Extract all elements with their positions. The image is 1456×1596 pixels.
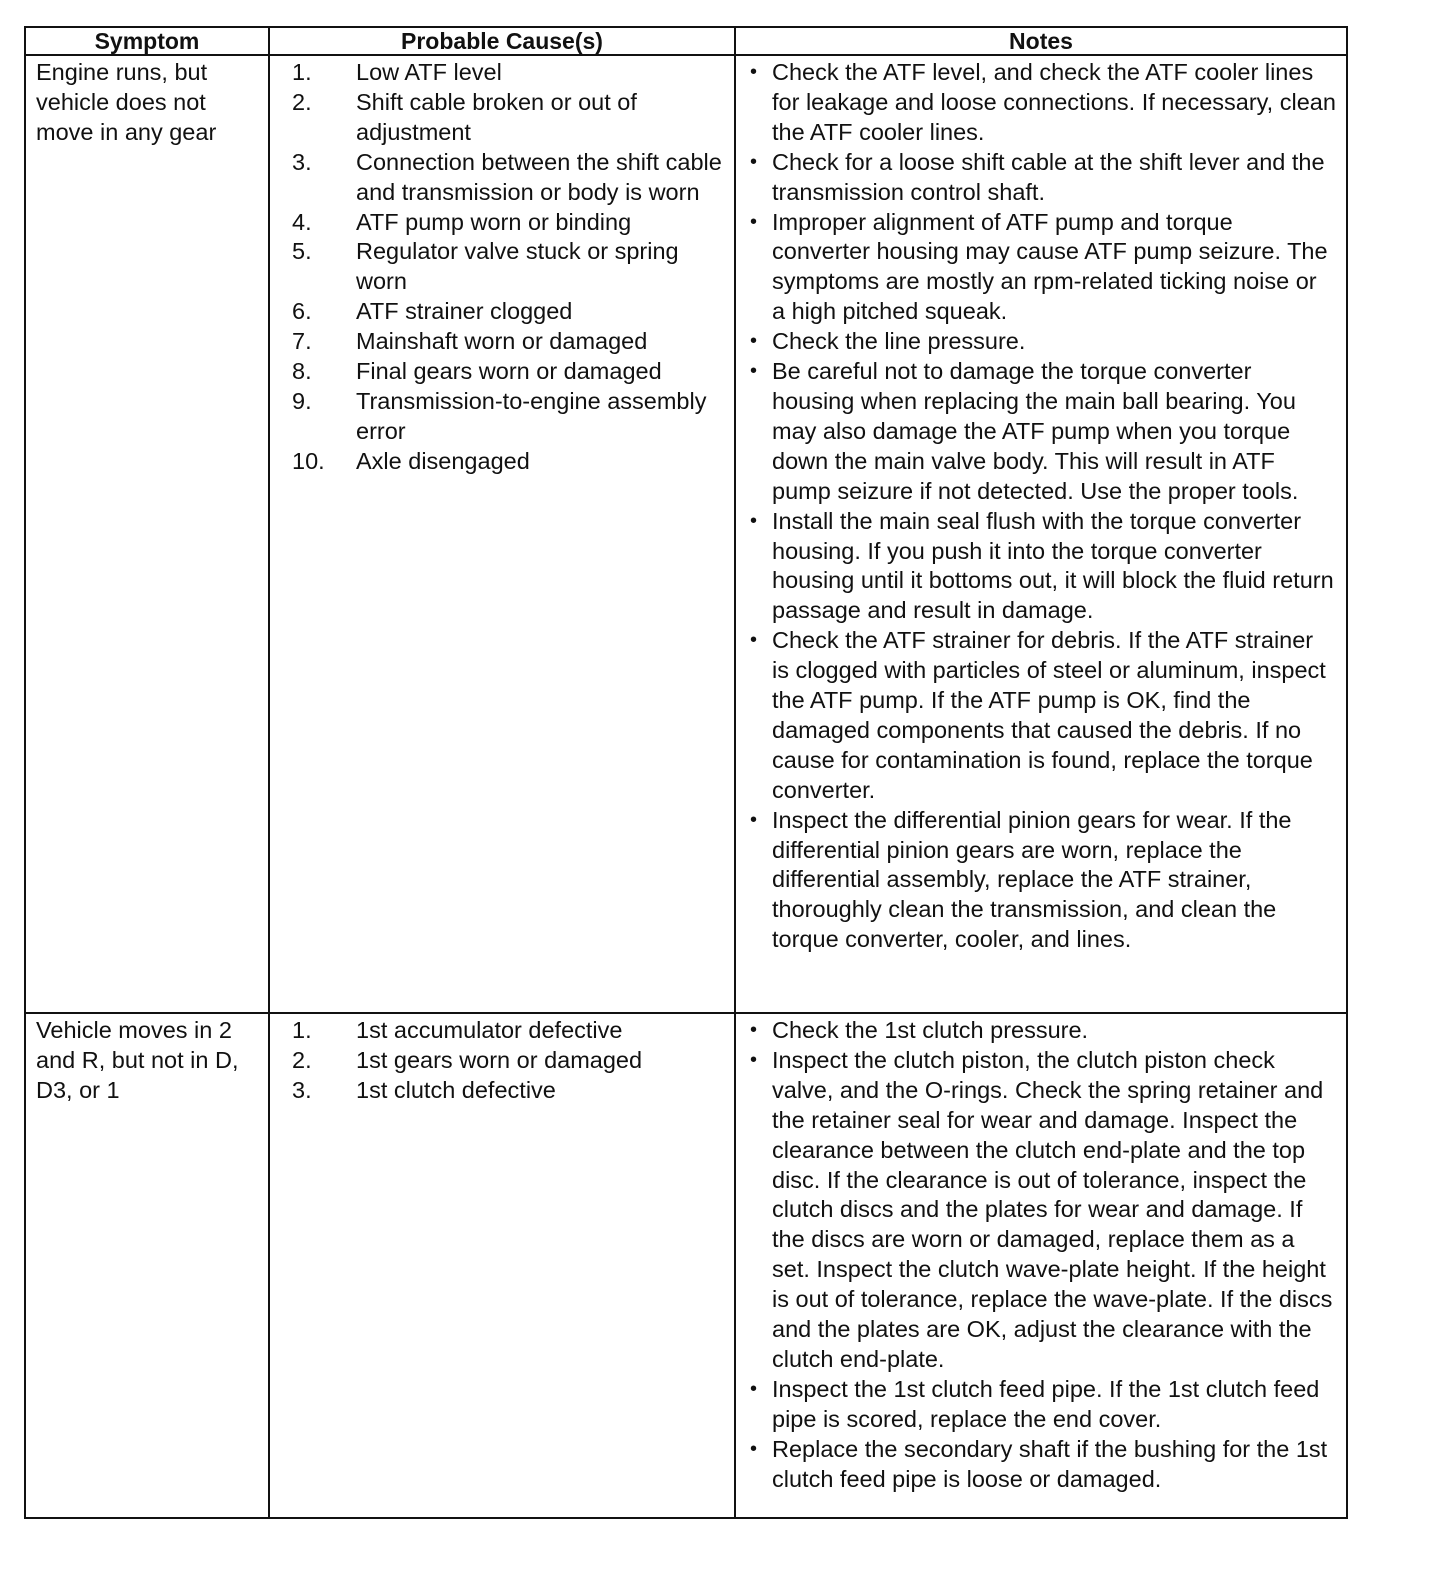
bullet-icon: • xyxy=(750,210,758,233)
bullet-icon: • xyxy=(750,330,758,353)
note-item xyxy=(736,507,1336,627)
cause-number: 2. xyxy=(292,88,312,115)
cause-text: Final gears worn or damaged xyxy=(356,358,662,385)
note-text: Check the ATF strainer for debris. If the ATF strainer is clogged with particles of steel or aluminum, inspect the ATF pump. If the ATF pump is OK, find the damaged components that caused the debris. If no cause for contamination is found, replace the torque converter. xyxy=(772,627,1326,803)
cause-number: 4. xyxy=(292,208,312,235)
note-text: Inspect the 1st clutch feed pipe. If the 1st clutch feed pipe is scored, replace the end cover. xyxy=(772,1375,1320,1432)
note-text: Inspect the differential pinion gears for wear. If the differential pinion gears are worn, replace the differential assembly, replace the ATF strainer, thoroughly clean the transmission, and clean the torque converter, cooler, and lines. xyxy=(772,806,1292,953)
note-item xyxy=(736,208,1336,328)
bullet-icon: • xyxy=(750,509,758,532)
note-text: Improper alignment of ATF pump and torque converter housing may cause ATF pump seizure. The symptoms are mostly an rpm-related ticking noise or a high pitched squeak. xyxy=(772,208,1328,325)
cause-number: 8. xyxy=(292,358,312,385)
note-text: Check for a loose shift cable at the shift lever and the transmission control shaft. xyxy=(772,148,1325,205)
cause-text: Transmission-to-engine assembly error xyxy=(356,387,707,444)
note-text: Check the line pressure. xyxy=(772,328,1026,355)
cause-item xyxy=(270,1016,728,1046)
cause-number: 2. xyxy=(292,1046,312,1073)
cause-item xyxy=(270,58,728,88)
notes-column-header: Notes xyxy=(735,27,1347,55)
note-item xyxy=(736,1375,1336,1435)
cause-text: Axle disengaged xyxy=(356,447,530,474)
note-text: Replace the secondary shaft if the bushing for the 1st clutch feed pipe is loose or damaged. xyxy=(772,1435,1328,1492)
bullet-icon: • xyxy=(750,808,758,831)
cause-number: 3. xyxy=(292,148,312,175)
troubleshooting-table xyxy=(24,26,1348,1519)
note-item xyxy=(736,1046,1336,1375)
table-header-row xyxy=(25,27,1347,55)
cause-item xyxy=(270,447,728,477)
symptom-cell: Engine runs, but vehicle does not move in any gear xyxy=(25,55,269,1013)
cause-number: 1. xyxy=(292,1017,312,1043)
cause-text: 1st clutch defective xyxy=(356,1076,556,1103)
cause-text: Low ATF level xyxy=(356,59,502,85)
notes-cell xyxy=(735,55,1347,1013)
cause-text: ATF strainer clogged xyxy=(356,298,573,325)
note-item xyxy=(736,327,1336,357)
troubleshooting-page xyxy=(24,26,1346,1519)
cause-number: 3. xyxy=(292,1076,312,1103)
notes-list xyxy=(736,58,1336,955)
cause-item xyxy=(270,237,728,297)
cause-item xyxy=(270,88,728,148)
symptom-column-header: Symptom xyxy=(25,27,269,55)
cause-item xyxy=(270,208,728,238)
notes-list xyxy=(736,1016,1336,1495)
cause-list xyxy=(270,1016,728,1106)
note-text: Install the main seal flush with the torque converter housing. If you push it into the torque converter housing until it bottoms out, it will block the fluid return passage and result in damage. xyxy=(772,507,1334,624)
note-item xyxy=(736,58,1336,148)
cause-item xyxy=(270,1046,728,1076)
note-text: Check the ATF level, and check the ATF cooler lines for leakage and loose connections. If necessary, clean the ATF cooler lines. xyxy=(772,59,1336,145)
cause-number: 6. xyxy=(292,298,312,325)
cause-cell xyxy=(269,55,735,1013)
note-item xyxy=(736,357,1336,507)
note-item xyxy=(736,1016,1336,1046)
bullet-icon: • xyxy=(750,61,758,83)
table-row xyxy=(25,1013,1347,1518)
cause-text: Regulator valve stuck or spring worn xyxy=(356,238,679,295)
cause-number: 10. xyxy=(292,447,325,474)
symptom-cell: Vehicle moves in 2 and R, but not in D, D3, or 1 xyxy=(25,1013,269,1518)
note-item xyxy=(736,806,1336,956)
bullet-icon: • xyxy=(750,360,758,383)
cause-number: 5. xyxy=(292,238,312,265)
note-text: Check the 1st clutch pressure. xyxy=(772,1017,1089,1043)
cause-text: 1st accumulator defective xyxy=(356,1017,623,1043)
cause-number: 1. xyxy=(292,59,312,85)
bullet-icon: • xyxy=(750,1048,758,1071)
notes-cell xyxy=(735,1013,1347,1518)
bullet-icon: • xyxy=(750,629,758,652)
cause-item xyxy=(270,1076,728,1106)
cause-item xyxy=(270,387,728,447)
cause-item xyxy=(270,327,728,357)
cause-item xyxy=(270,357,728,387)
cause-text: Mainshaft worn or damaged xyxy=(356,328,648,355)
note-item xyxy=(736,1435,1336,1495)
bullet-icon: • xyxy=(750,1019,758,1041)
cause-cell xyxy=(269,1013,735,1518)
note-item xyxy=(736,626,1336,805)
bullet-icon: • xyxy=(750,150,758,173)
note-item xyxy=(736,148,1336,208)
table-row xyxy=(25,55,1347,1013)
probable-cause-column-header: Probable Cause(s) xyxy=(269,27,735,55)
cause-number: 7. xyxy=(292,328,312,355)
bullet-icon: • xyxy=(750,1377,758,1400)
cause-item xyxy=(270,148,728,208)
cause-text: Connection between the shift cable and transmission or body is worn xyxy=(356,148,722,205)
cause-list xyxy=(270,58,728,477)
bullet-icon: • xyxy=(750,1437,758,1460)
cause-item xyxy=(270,297,728,327)
cause-number: 9. xyxy=(292,387,312,414)
cause-text: Shift cable broken or out of adjustment xyxy=(356,88,637,145)
note-text: Inspect the clutch piston, the clutch piston check valve, and the O-rings. Check the spring retainer and the retainer seal for wear and damage. Inspect the clearance between the clutch end-plate and the top disc. If the clearance is out of tolerance, inspect the clutch discs and the plates for wear and damage. If the discs are worn or damaged, replace them as a set. Inspect the clutch wave-plate height. If the height is out of tolerance, replace the wave-plate. If the discs and the plates are OK, adjust the clearance with the clutch end-plate. xyxy=(772,1046,1333,1372)
cause-text: 1st gears worn or damaged xyxy=(356,1046,643,1073)
cause-text: ATF pump worn or binding xyxy=(356,208,632,235)
note-text: Be careful not to damage the torque converter housing when replacing the main ball bearing. You may also damage the ATF pump when you torque down the main valve body. This will result in ATF pump seizure if not detected. Use the proper tools. xyxy=(772,358,1299,504)
